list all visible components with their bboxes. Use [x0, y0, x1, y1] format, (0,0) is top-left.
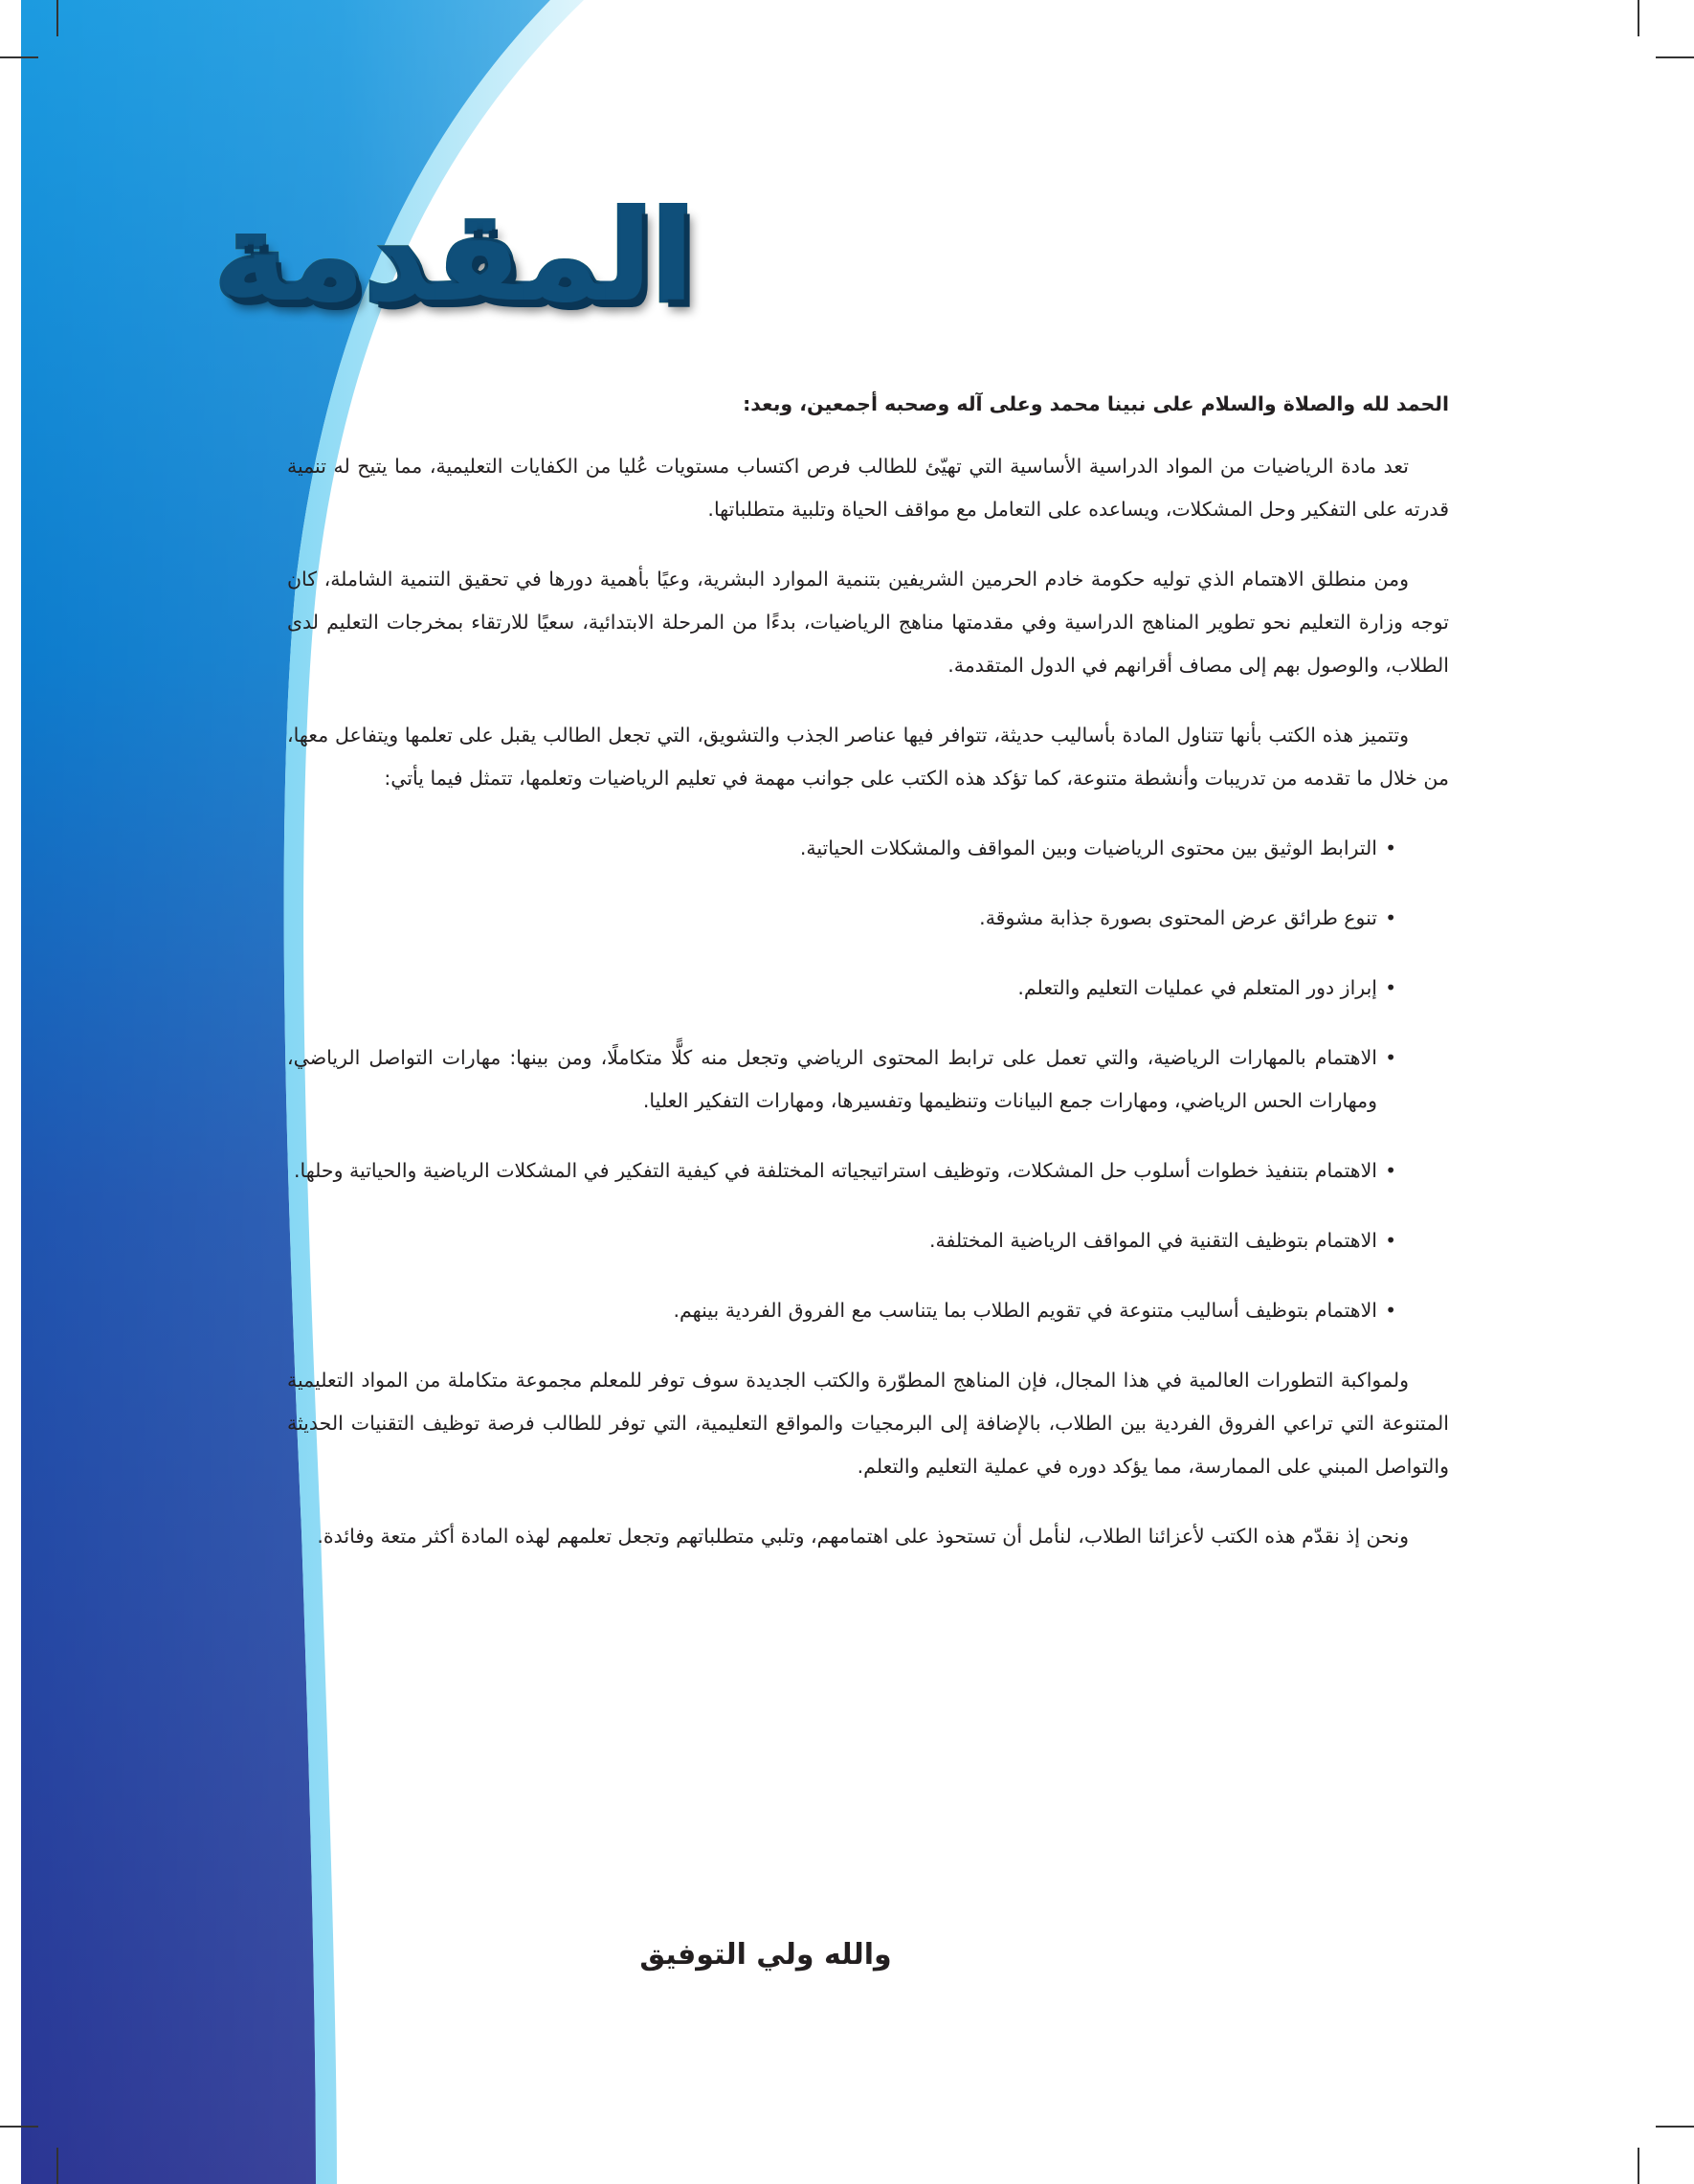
- page-title: [206, 182, 703, 335]
- paragraph-1: تعد مادة الرياضيات من المواد الدراسية الأساسية التي تهيّئ للطالب فرص اكتساب مستويات عُليا من الكفايات التعليمية، مما يتيح له تنمية قدرته على التفكير وحل المشكلات، ويساعده على التعامل مع مواقف الحياة وتلبية متطلباتها.: [287, 455, 1449, 521]
- paragraph-2: ومن منطلق الاهتمام الذي توليه حكومة خادم الحرمين الشريفين بتنمية الموارد البشرية، وعيًا بأهمية دورها في تحقيق التنمية الشاملة، كان توجه وزارة التعليم نحو تطوير المناهج الدراسية وفي مقدمتها مناهج الرياضيات، بدءًا من المرحلة الابتدائية، سعيًا للارتقاء بمخرجات التعليم لدى الطلاب، والوصول بهم إلى مصاف أقرانهم في الدول المتقدمة.: [287, 568, 1449, 677]
- closing-line: والله ولي التوفيق: [639, 1938, 892, 1972]
- paragraph-5: ونحن إذ نقدّم هذه الكتب لأعزائنا الطلاب، لنأمل أن تستحوذ على اهتمامهم، وتلبي متطلباتهم وتجعل تعلمهم لهذه المادة أكثر متعة وفائدة.: [317, 1525, 1409, 1548]
- list-item: • الاهتمام بالمهارات الرياضية، والتي تعمل على ترابط المحتوى الرياضي وتجعل منه كلًّا متكاملًا، ومن بينها: مهارات التواصل الرياضي، ومهارات الحس الرياضي، ومهارات جمع البيانات وتنظيمها وتفسيرها، ومهارات التفكير العليا.: [287, 1036, 1396, 1123]
- paragraph-4: ولمواكبة التطورات العالمية في هذا المجال، فإن المناهج المطوّرة والكتب الجديدة سوف توفر للمعلم مجموعة متكاملة من المواد التعليمية المتنوعة التي تراعي الفروق الفردية بين الطلاب، بالإضافة إلى البرمجيات والمواقع التعليمية، التي توفر للطالب فرصة توظيف التقنيات الحديثة والتواصل المبني على الممارسة، مما يؤكد دوره في عملية التعليم والتعلم.: [287, 1369, 1449, 1478]
- list-item: • تنوع طرائق عرض المحتوى بصورة جذابة مشوقة.: [287, 897, 1396, 940]
- list-item: • الاهتمام بتنفيذ خطوات أسلوب حل المشكلات، وتوظيف استراتيجياته المختلفة في كيفية التفكير في المشكلات الرياضية والحياتية وحلها.: [287, 1149, 1396, 1192]
- list-item: • إبراز دور المتعلم في عمليات التعليم والتعلم.: [287, 967, 1396, 1010]
- introduction-text: [287, 383, 1449, 1585]
- list-item: • الترابط الوثيق بين محتوى الرياضيات وبين المواقف والمشكلات الحياتية.: [287, 827, 1396, 870]
- features-list: [287, 827, 1449, 1332]
- greeting: الحمد لله والصلاة والسلام على نبينا محمد وعلى آله وصحبه أجمعين، وبعد:: [743, 392, 1449, 415]
- list-item: • الاهتمام بتوظيف التقنية في المواقف الرياضية المختلفة.: [287, 1219, 1396, 1262]
- list-item: • الاهتمام بتوظيف أساليب متنوعة في تقويم الطلاب بما يتناسب مع الفروق الفردية بينهم.: [287, 1289, 1396, 1332]
- paragraph-3: وتتميز هذه الكتب بأنها تتناول المادة بأساليب حديثة، تتوافر فيها عناصر الجذب والتشويق، التي تجعل الطالب يقبل على تعلمها ويتفاعل معها، من خلال ما تقدمه من تدريبات وأنشطة متنوعة، كما تؤكد هذه الكتب على جوانب مهمة في تعليم الرياضيات وتعلمها، تتمثل فيما يأتي:: [287, 724, 1449, 790]
- page-title-text: المقدمة: [214, 187, 695, 329]
